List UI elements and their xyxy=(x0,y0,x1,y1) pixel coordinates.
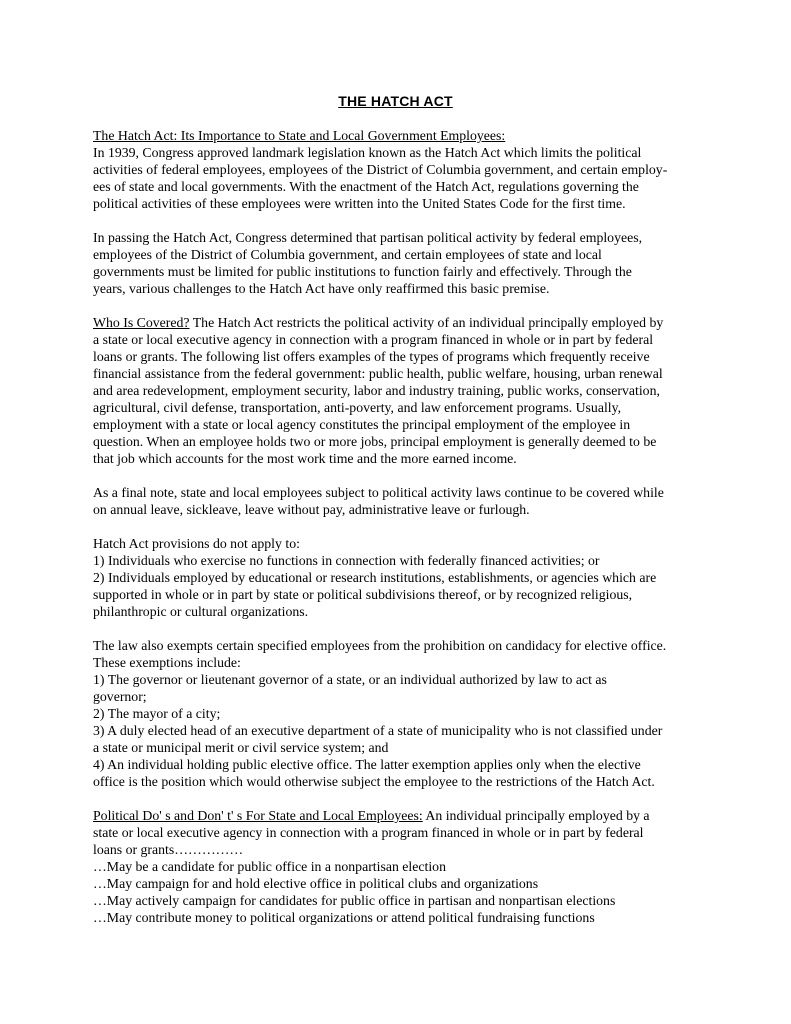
paragraph-gap xyxy=(93,467,705,484)
who-is-covered-heading: Who Is Covered? xyxy=(93,315,190,330)
paragraph-line: agricultural, civil defense, transportation, anti-poverty, and law enforcement programs. Usually, xyxy=(93,400,622,415)
paragraph-gap xyxy=(93,518,705,535)
list-item: …May be a candidate for public office in a nonpartisan election xyxy=(93,859,446,874)
list-item: …May contribute money to political organizations or attend political fundraising functions xyxy=(93,910,595,925)
paragraph-line: political activities of these employees were written into the United States Code for the first time. xyxy=(93,196,626,211)
paragraph-line: activities of federal employees, employees of the District of Columbia government, and certain employ- xyxy=(93,162,668,177)
paragraph-line: As a final note, state and local employees subject to political activity laws continue to be covered while xyxy=(93,485,664,500)
paragraph-line: state or local executive agency in connection with a program financed in whole or in part by federal xyxy=(93,825,644,840)
dos-and-donts-heading: Political Do' s and Don' t' s For State and Local Employees: xyxy=(93,808,423,823)
list-item: 4) An individual holding public elective office. The latter exemption applies only when the elective xyxy=(93,757,641,772)
paragraph-line: Hatch Act provisions do not apply to: xyxy=(93,536,300,551)
list-item: 1) Individuals who exercise no functions in connection with federally financed activities; or xyxy=(93,553,600,568)
paragraph-line: These exemptions include: xyxy=(93,655,241,670)
paragraph-line: loans or grants. The following list offers examples of the types of programs which frequently receive xyxy=(93,349,650,364)
list-item: …May campaign for and hold elective office in political clubs and organizations xyxy=(93,876,539,891)
paragraph-line xyxy=(93,807,705,824)
list-item: 2) Individuals employed by educational or research institutions, establishments, or agencies which are xyxy=(93,570,657,585)
paragraph-line: loans or grants…………… xyxy=(93,842,244,857)
paragraph-line: office is the position which would otherwise subject the employee to the restrictions of the Hatch Act. xyxy=(93,774,655,789)
paragraph-line: question. When an employee holds two or more jobs, principal employment is generally deemed to be xyxy=(93,434,657,449)
paragraph-text: The Hatch Act restricts the political activity of an individual principally employed by xyxy=(189,315,664,330)
paragraph-line: employees of the District of Columbia government, and certain employees of state and local xyxy=(93,247,602,262)
paragraph-line: employment with a state or local agency constitutes the principal employment of the employee in xyxy=(93,417,631,432)
section-heading xyxy=(93,127,705,144)
list-item: 3) A duly elected head of an executive department of a state of municipality who is not classified under xyxy=(93,723,663,738)
paragraph-text: An individual principally employed by a xyxy=(422,808,650,823)
paragraph-line: on annual leave, sickleave, leave without pay, administrative leave or furlough. xyxy=(93,502,530,517)
paragraph-gap xyxy=(93,297,705,314)
paragraph-line: In passing the Hatch Act, Congress determined that partisan political activity by federal employees, xyxy=(93,230,643,245)
paragraph-line: governor; xyxy=(93,689,147,704)
paragraph-line: supported in whole or in part by state or political subdivisions thereof, or by recognized religious, xyxy=(93,587,633,602)
paragraph-gap xyxy=(93,620,705,637)
paragraph-line: financial assistance from the federal government: public health, public welfare, housing, urban renewal xyxy=(93,366,663,381)
paragraph-line: a state or local executive agency in connection with a program financed in whole or in part by federal xyxy=(93,332,654,347)
list-item: …May actively campaign for candidates for public office in partisan and nonpartisan elections xyxy=(93,893,616,908)
list-item: 1) The governor or lieutenant governor of a state, or an individual authorized by law to act as xyxy=(93,672,607,687)
paragraph-line: a state or municipal merit or civil service system; and xyxy=(93,740,389,755)
paragraph-line xyxy=(93,314,705,331)
paragraph-gap xyxy=(93,790,705,807)
paragraph-line: and area redevelopment, employment security, labor and industry training, public works, conservation, xyxy=(93,383,660,398)
document-title: THE HATCH ACT xyxy=(338,93,453,109)
paragraph-line: ees of state and local governments. With the enactment of the Hatch Act, regulations governing the xyxy=(93,179,639,194)
list-item: 2) The mayor of a city; xyxy=(93,706,221,721)
paragraph-line: In 1939, Congress approved landmark legislation known as the Hatch Act which limits the political xyxy=(93,145,642,160)
paragraph-line: that job which accounts for the most work time and the more earned income. xyxy=(93,451,517,466)
paragraph-line: philanthropic or cultural organizations. xyxy=(93,604,309,619)
paragraph-gap xyxy=(93,212,705,229)
paragraph-line: The law also exempts certain specified employees from the prohibition on candidacy for elective office. xyxy=(93,638,667,653)
document-body xyxy=(93,127,705,926)
paragraph-line: years, various challenges to the Hatch Act have only reaffirmed this basic premise. xyxy=(93,281,550,296)
importance-heading: The Hatch Act: Its Importance to State and Local Government Employees: xyxy=(93,128,506,143)
paragraph-line: governments must be limited for public institutions to function fairly and effectively. Through the xyxy=(93,264,632,279)
